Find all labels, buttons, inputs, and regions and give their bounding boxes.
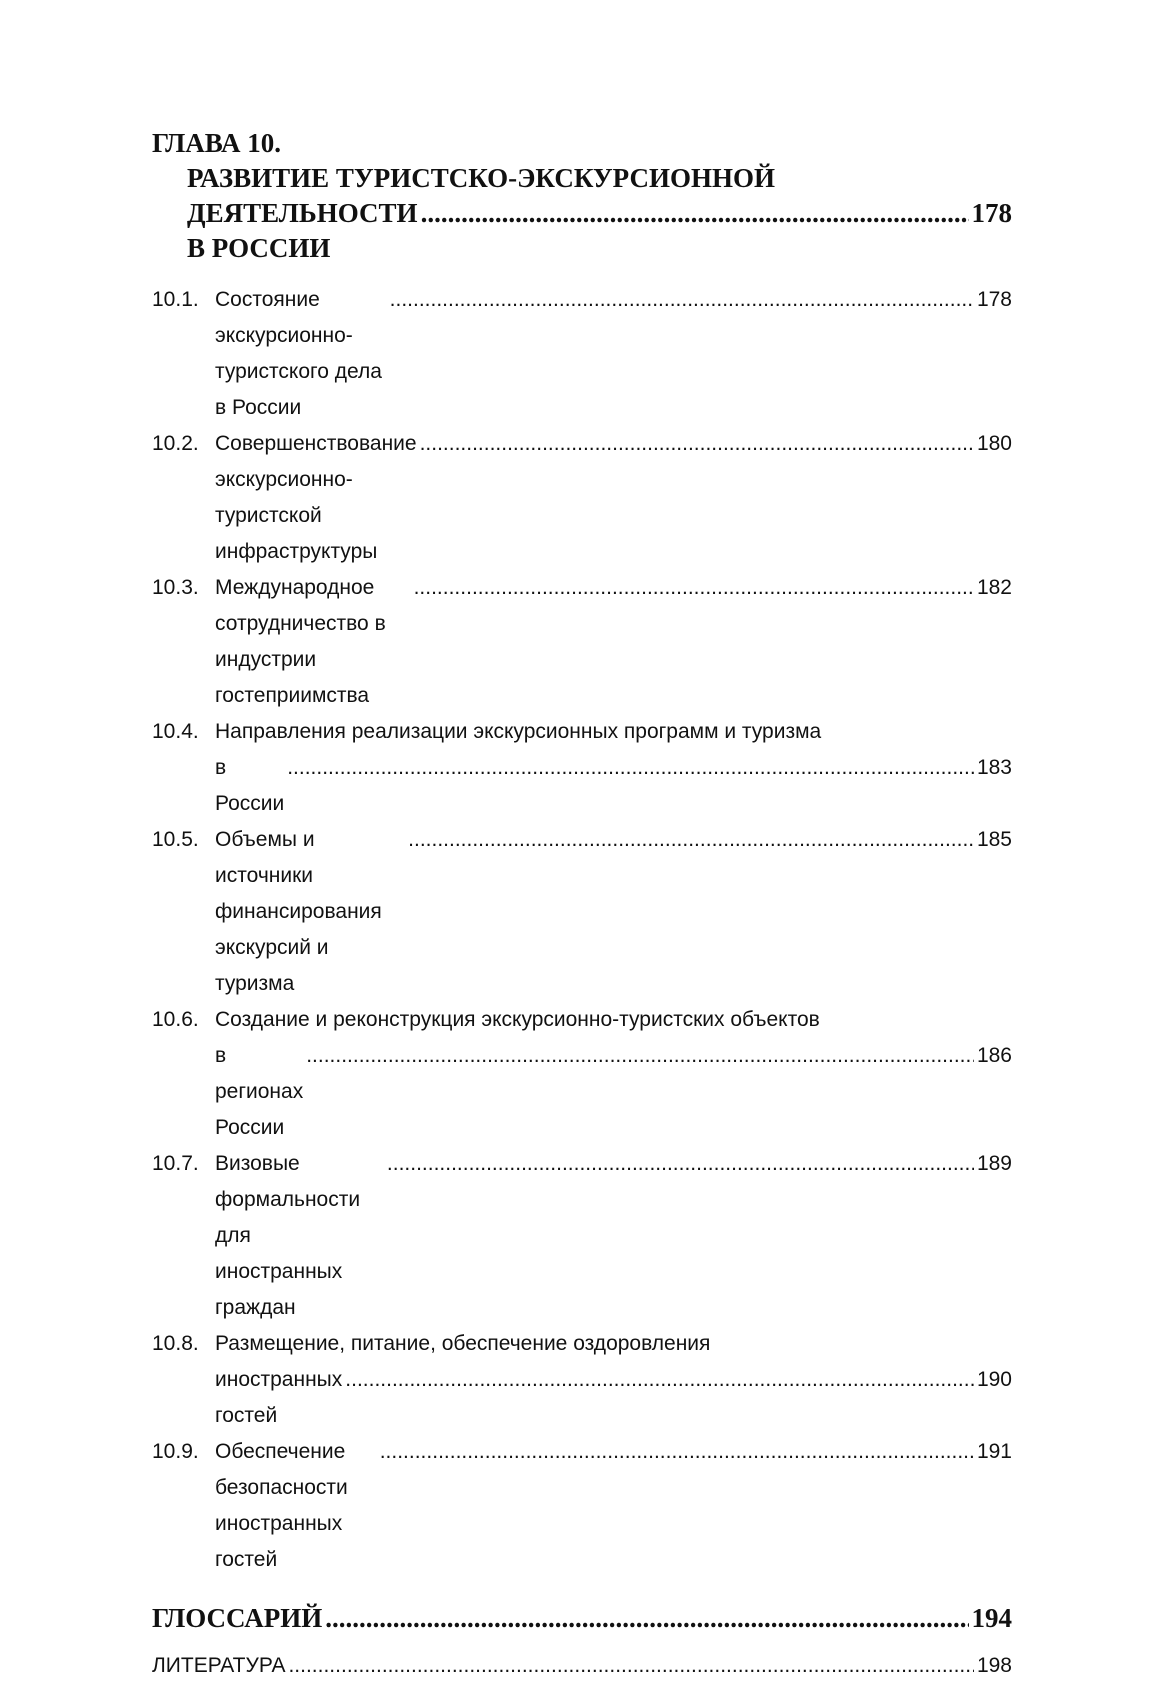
section-number: 10.1. — [152, 288, 199, 311]
section-page-number: 185 — [976, 828, 1012, 851]
dot-leader — [288, 1648, 973, 1684]
section-page-number: 186 — [976, 1044, 1012, 1067]
glossary-page-number: 194 — [971, 1603, 1012, 1633]
toc-entry-10-5[interactable] — [152, 822, 1012, 1002]
literature-page-number: 198 — [976, 1654, 1012, 1677]
section-number: 10.5. — [152, 828, 199, 851]
section-title: Совершенствование экскурсионно-туристской инфраструктуры — [215, 432, 417, 563]
literature-label: ЛИТЕРАТУРА — [152, 1654, 286, 1677]
table-of-contents — [152, 126, 1012, 1684]
dot-leader — [420, 426, 974, 462]
section-number: 10.6. — [152, 1008, 199, 1031]
toc-entry-10-2[interactable] — [152, 426, 1012, 570]
dot-leader — [421, 196, 969, 231]
toc-entry-10-3[interactable] — [152, 570, 1012, 714]
section-title: Объемы и источники финансирования экскурсий и туризма — [215, 828, 382, 995]
chapter-title-line1: РАЗВИТИЕ ТУРИСТСКО-ЭКСКУРСИОННОЙ — [187, 163, 776, 193]
chapter-title-line2: ДЕЯТЕЛЬНОСТИ В РОССИИ — [187, 198, 418, 263]
section-title-continuation: иностранных гостей — [215, 1368, 343, 1427]
chapter-title-line2-row — [152, 196, 1012, 266]
section-title: Визовые формальности для иностранных граждан — [215, 1152, 361, 1319]
dot-leader — [390, 282, 974, 318]
dot-leader — [306, 1038, 974, 1074]
section-number: 10.4. — [152, 720, 199, 743]
dot-leader — [345, 1362, 974, 1398]
section-number: 10.9. — [152, 1440, 199, 1463]
section-title: Направления реализации экскурсионных программ и туризма — [215, 720, 822, 743]
toc-entry-10-7[interactable] — [152, 1146, 1012, 1326]
dot-leader — [414, 570, 974, 606]
section-title-continuation: в России — [215, 756, 285, 815]
section-title: Обеспечение безопасности иностранных гостей — [215, 1440, 348, 1571]
chapter-heading — [152, 126, 1012, 266]
chapter-label: ГЛАВА 10. — [152, 128, 282, 158]
section-number: 10.8. — [152, 1332, 199, 1355]
section-page-number: 180 — [976, 432, 1012, 455]
section-page-number: 190 — [976, 1368, 1012, 1391]
section-number: 10.2. — [152, 432, 199, 455]
dot-leader — [380, 1434, 974, 1470]
section-list — [152, 282, 1012, 1578]
toc-entry-literature[interactable] — [152, 1648, 1012, 1684]
toc-entry-10-6[interactable] — [152, 1002, 1012, 1146]
section-page-number: 178 — [976, 288, 1012, 311]
section-title-continuation: в регионах России — [215, 1044, 304, 1139]
glossary-label: ГЛОССАРИЙ — [152, 1603, 323, 1633]
section-title: Размещение, питание, обеспечение оздоровления — [215, 1332, 711, 1355]
section-page-number: 182 — [976, 576, 1012, 599]
section-page-number: 189 — [976, 1152, 1012, 1175]
toc-entry-10-1[interactable] — [152, 282, 1012, 426]
toc-entry-glossary[interactable] — [152, 1598, 1012, 1638]
section-page-number: 191 — [976, 1440, 1012, 1463]
toc-entry-10-9[interactable] — [152, 1434, 1012, 1578]
section-title: Международное сотрудничество в индустрии гостеприимства — [215, 576, 386, 707]
section-number: 10.3. — [152, 576, 199, 599]
section-number: 10.7. — [152, 1152, 199, 1175]
toc-entry-10-4[interactable] — [152, 714, 1012, 822]
chapter-page-number: 178 — [971, 198, 1012, 228]
dot-leader — [287, 750, 974, 786]
dot-leader — [408, 822, 974, 858]
section-title: Состояние экскурсионно-туристского дела в России — [215, 288, 382, 419]
section-title: Создание и реконструкция экскурсионно-туристских объектов — [215, 1008, 820, 1031]
dot-leader — [387, 1146, 974, 1182]
section-page-number: 183 — [976, 756, 1012, 779]
dot-leader — [325, 1598, 968, 1638]
toc-entry-10-8[interactable] — [152, 1326, 1012, 1434]
